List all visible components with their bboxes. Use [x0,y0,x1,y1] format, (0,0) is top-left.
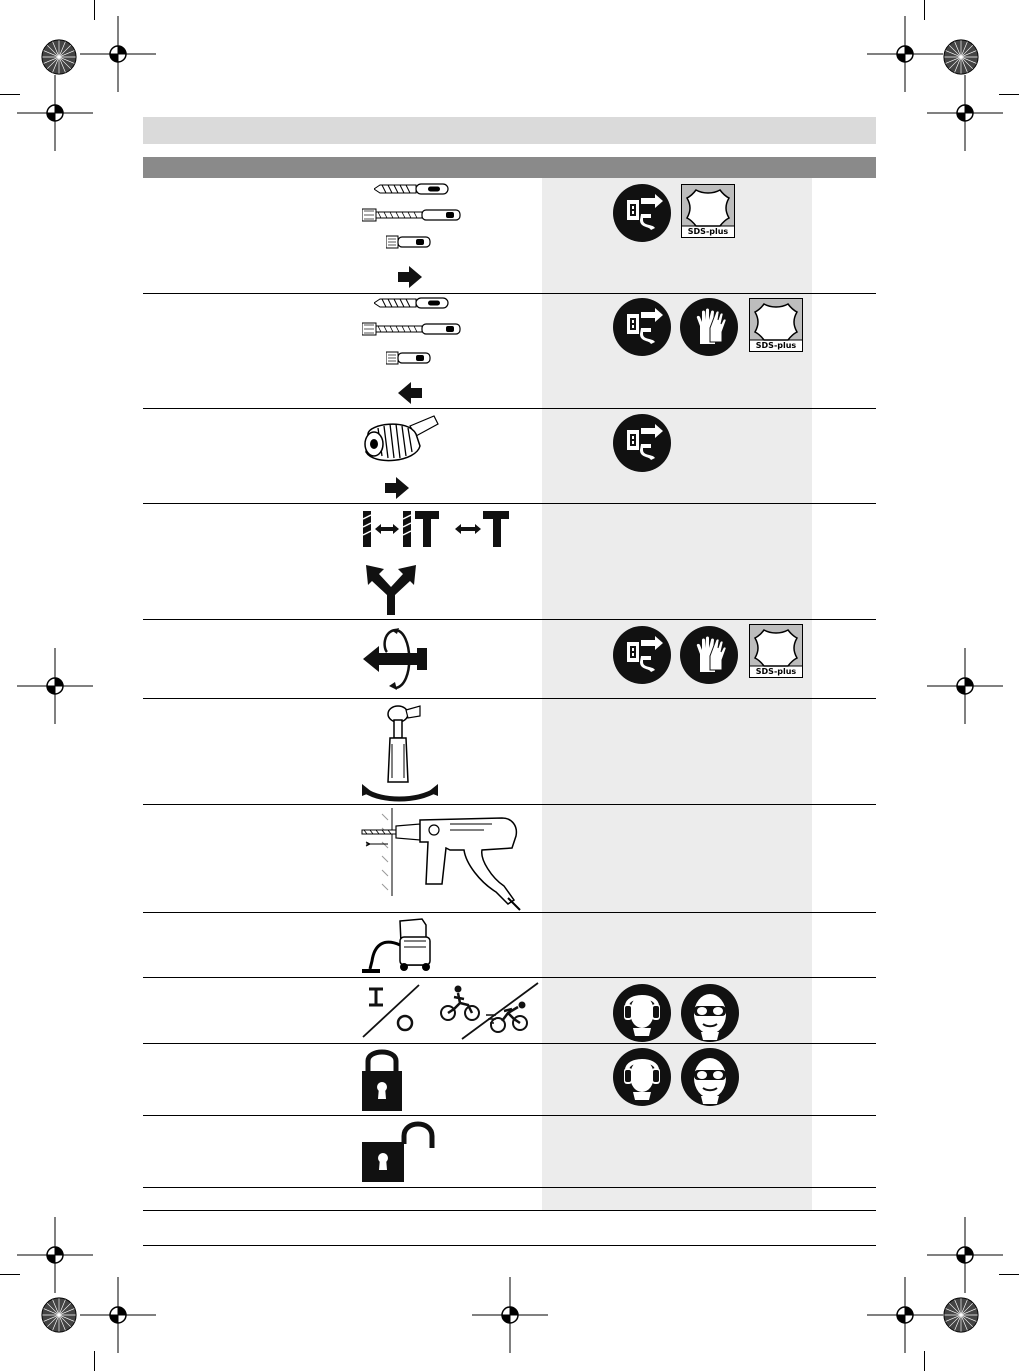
registration-mark-icon [15,646,95,726]
gloves-icon [680,626,738,684]
split-arrow-icon [364,563,418,615]
eye-protection-icon [681,984,739,1042]
sds-bit-short-icon [386,235,432,249]
starburst-mark-icon [40,38,78,76]
row-divider [143,1115,876,1116]
eye-protection-icon [681,1048,739,1106]
vacuum-cleaner-icon [362,917,438,975]
drill-bit-icon [374,297,450,309]
ear-protection-icon [613,984,671,1042]
row-divider [143,408,876,409]
row-divider [143,1187,876,1188]
drill-chuck-icon [360,412,440,470]
header-bar [143,117,876,144]
on-off-icon [363,983,421,1038]
starburst-mark-icon [40,1296,78,1334]
unplug-icon [613,184,671,242]
auxiliary-handle-icon [362,704,438,800]
row-divider [143,619,876,620]
lock-open-icon [362,1118,436,1182]
sds-bit-icon [362,208,462,222]
registration-mark-icon [15,73,95,153]
gloves-icon [680,298,738,356]
row-divider [143,1043,876,1044]
row-divider [143,698,876,699]
sds-bit-icon [362,322,462,336]
starburst-mark-icon [942,1296,980,1334]
row-divider [143,804,876,805]
ear-protection-icon [613,1048,671,1106]
drill-bit-icon [374,183,450,195]
sds-plus-label: SDS-plus [687,227,729,236]
registration-mark-icon [865,1275,945,1355]
sds-bit-short-icon [386,351,432,365]
sds-plus-icon [681,184,735,238]
arrow-left-icon [398,382,422,404]
starburst-mark-icon [942,38,980,76]
sds-plus-label: SDS-plus [755,341,797,350]
unplug-icon [613,626,671,684]
table-bottom-rule [143,1210,876,1211]
row-divider [143,912,876,913]
arrow-right-icon [385,477,409,499]
depth-stop-icon [363,509,511,549]
row-divider [143,503,876,504]
unplug-icon [613,298,671,356]
arrow-right-icon [398,266,422,288]
subheader-bar [143,157,876,178]
footer-rule [143,1245,876,1246]
unplug-icon [613,414,671,472]
hammer-drill-wall-icon [362,808,524,910]
lock-closed-icon [362,1047,402,1111]
registration-mark-icon [78,1275,158,1355]
registration-mark-icon [470,1275,550,1355]
cyclist-fast-icon [462,983,538,1039]
registration-mark-icon [925,646,1005,726]
sds-plus-icon [749,298,803,352]
registration-mark-icon [925,73,1005,153]
row-divider [143,293,876,294]
row-divider [143,977,876,978]
sds-plus-icon [749,624,803,678]
rotate-remove-icon [363,626,429,692]
sds-plus-label: SDS-plus [755,667,797,676]
